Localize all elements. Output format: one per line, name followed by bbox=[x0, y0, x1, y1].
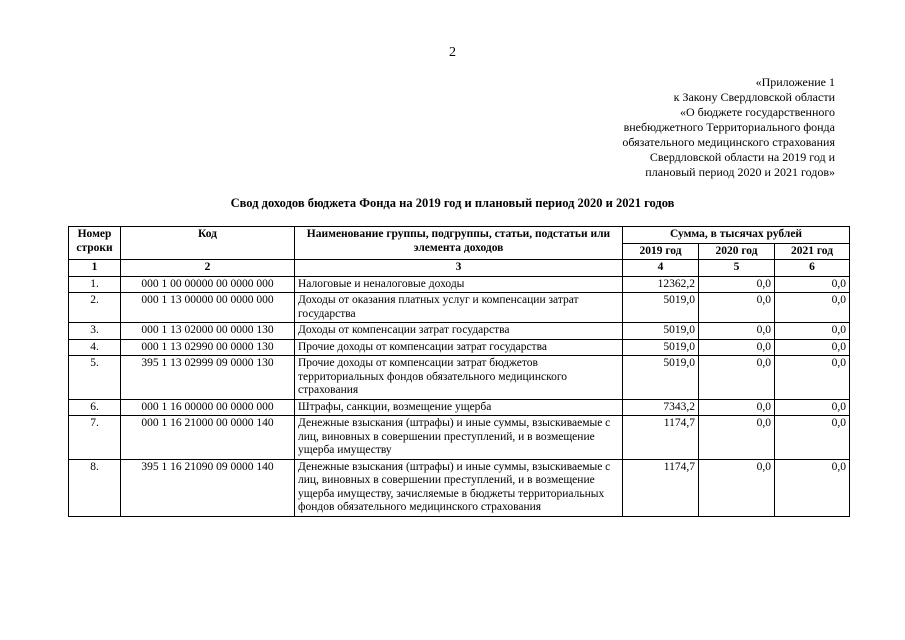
row-name: Денежные взыскания (штрафы) и иные суммы, взыскиваемые с лиц, виновных в совершении преступлений, и в возмещение ущерба имуществу, зачисляемые в бюджеты территориальных фондов обязательного медицинского страхования bbox=[295, 459, 623, 516]
row-name: Штрафы, санкции, возмещение ущерба bbox=[295, 399, 623, 416]
appendix-line: к Закону Свердловской области bbox=[673, 90, 835, 104]
row-amount-2019: 7343,2 bbox=[623, 399, 699, 416]
column-index-row bbox=[69, 260, 850, 277]
row-amount-2020: 0,0 bbox=[699, 399, 775, 416]
row-amount-2019: 5019,0 bbox=[623, 339, 699, 356]
row-code: 000 1 16 00000 00 0000 000 bbox=[121, 399, 295, 416]
row-amount-2019: 1174,7 bbox=[623, 459, 699, 516]
row-number: 1. bbox=[69, 276, 121, 293]
row-amount-2020: 0,0 bbox=[699, 459, 775, 516]
column-index: 3 bbox=[295, 260, 623, 277]
row-name: Прочие доходы от компенсации затрат бюджетов территориальных фондов обязательного медицинского страхования bbox=[295, 356, 623, 400]
header-sum: Сумма, в тысячах рублей bbox=[623, 227, 850, 244]
row-amount-2021: 0,0 bbox=[775, 399, 850, 416]
row-name: Доходы от компенсации затрат государства bbox=[295, 323, 623, 340]
column-index: 6 bbox=[775, 260, 850, 277]
row-amount-2021: 0,0 bbox=[775, 293, 850, 323]
row-number: 2. bbox=[69, 293, 121, 323]
row-number: 7. bbox=[69, 416, 121, 460]
header-year-2020: 2020 год bbox=[699, 243, 775, 260]
appendix-line: «О бюджете государственного bbox=[680, 105, 835, 119]
header-row-number: Номер строки bbox=[69, 227, 121, 260]
row-name: Доходы от оказания платных услуг и компенсации затрат государства bbox=[295, 293, 623, 323]
table-row bbox=[69, 339, 850, 356]
row-name: Денежные взыскания (штрафы) и иные суммы, взыскиваемые с лиц, виновных в совершении преступлений, и в возмещение ущерба имуществу bbox=[295, 416, 623, 460]
row-number: 3. bbox=[69, 323, 121, 340]
row-amount-2019: 12362,2 bbox=[623, 276, 699, 293]
row-amount-2019: 1174,7 bbox=[623, 416, 699, 460]
row-code: 000 1 13 02990 00 0000 130 bbox=[121, 339, 295, 356]
revenue-table bbox=[68, 226, 850, 517]
row-amount-2020: 0,0 bbox=[699, 356, 775, 400]
row-number: 5. bbox=[69, 356, 121, 400]
appendix-line: «Приложение 1 bbox=[755, 75, 835, 89]
row-amount-2021: 0,0 bbox=[775, 276, 850, 293]
row-amount-2020: 0,0 bbox=[699, 416, 775, 460]
row-number: 6. bbox=[69, 399, 121, 416]
row-amount-2020: 0,0 bbox=[699, 276, 775, 293]
appendix-line: внебюджетного Территориального фонда bbox=[623, 120, 835, 134]
header-year-2019: 2019 год bbox=[623, 243, 699, 260]
row-number: 4. bbox=[69, 339, 121, 356]
row-number: 8. bbox=[69, 459, 121, 516]
table-row bbox=[69, 293, 850, 323]
row-amount-2021: 0,0 bbox=[775, 459, 850, 516]
row-code: 000 1 13 00000 00 0000 000 bbox=[121, 293, 295, 323]
row-code: 000 1 13 02000 00 0000 130 bbox=[121, 323, 295, 340]
table-row bbox=[69, 356, 850, 400]
appendix-line: обязательного медицинского страхования bbox=[622, 135, 835, 149]
row-code: 000 1 00 00000 00 0000 000 bbox=[121, 276, 295, 293]
table-row bbox=[69, 399, 850, 416]
row-amount-2021: 0,0 bbox=[775, 323, 850, 340]
row-amount-2019: 5019,0 bbox=[623, 356, 699, 400]
column-index: 1 bbox=[69, 260, 121, 277]
header-name: Наименование группы, подгруппы, статьи, подстатьи или элемента доходов bbox=[295, 227, 623, 260]
header-year-2021: 2021 год bbox=[775, 243, 850, 260]
row-amount-2020: 0,0 bbox=[699, 293, 775, 323]
document-title: Свод доходов бюджета Фонда на 2019 год и плановый период 2020 и 2021 годов bbox=[230, 196, 675, 210]
row-amount-2020: 0,0 bbox=[699, 339, 775, 356]
row-name: Прочие доходы от компенсации затрат государства bbox=[295, 339, 623, 356]
row-code: 395 1 13 02999 09 0000 130 bbox=[121, 356, 295, 400]
row-code: 000 1 16 21000 00 0000 140 bbox=[121, 416, 295, 460]
appendix-block bbox=[575, 75, 835, 180]
row-amount-2019: 5019,0 bbox=[623, 293, 699, 323]
row-amount-2021: 0,0 bbox=[775, 416, 850, 460]
row-amount-2020: 0,0 bbox=[699, 323, 775, 340]
column-index: 4 bbox=[623, 260, 699, 277]
row-code: 395 1 16 21090 09 0000 140 bbox=[121, 459, 295, 516]
row-name: Налоговые и неналоговые доходы bbox=[295, 276, 623, 293]
table-row bbox=[69, 416, 850, 460]
header-code: Код bbox=[121, 227, 295, 260]
table-row bbox=[69, 459, 850, 516]
page-number: 2 bbox=[449, 45, 456, 60]
column-index: 5 bbox=[699, 260, 775, 277]
row-amount-2021: 0,0 bbox=[775, 339, 850, 356]
table-row bbox=[69, 323, 850, 340]
appendix-line: Свердловской области на 2019 год и bbox=[649, 150, 835, 164]
row-amount-2019: 5019,0 bbox=[623, 323, 699, 340]
column-index: 2 bbox=[121, 260, 295, 277]
appendix-line: плановый период 2020 и 2021 годов» bbox=[645, 165, 835, 179]
table-row bbox=[69, 276, 850, 293]
row-amount-2021: 0,0 bbox=[775, 356, 850, 400]
